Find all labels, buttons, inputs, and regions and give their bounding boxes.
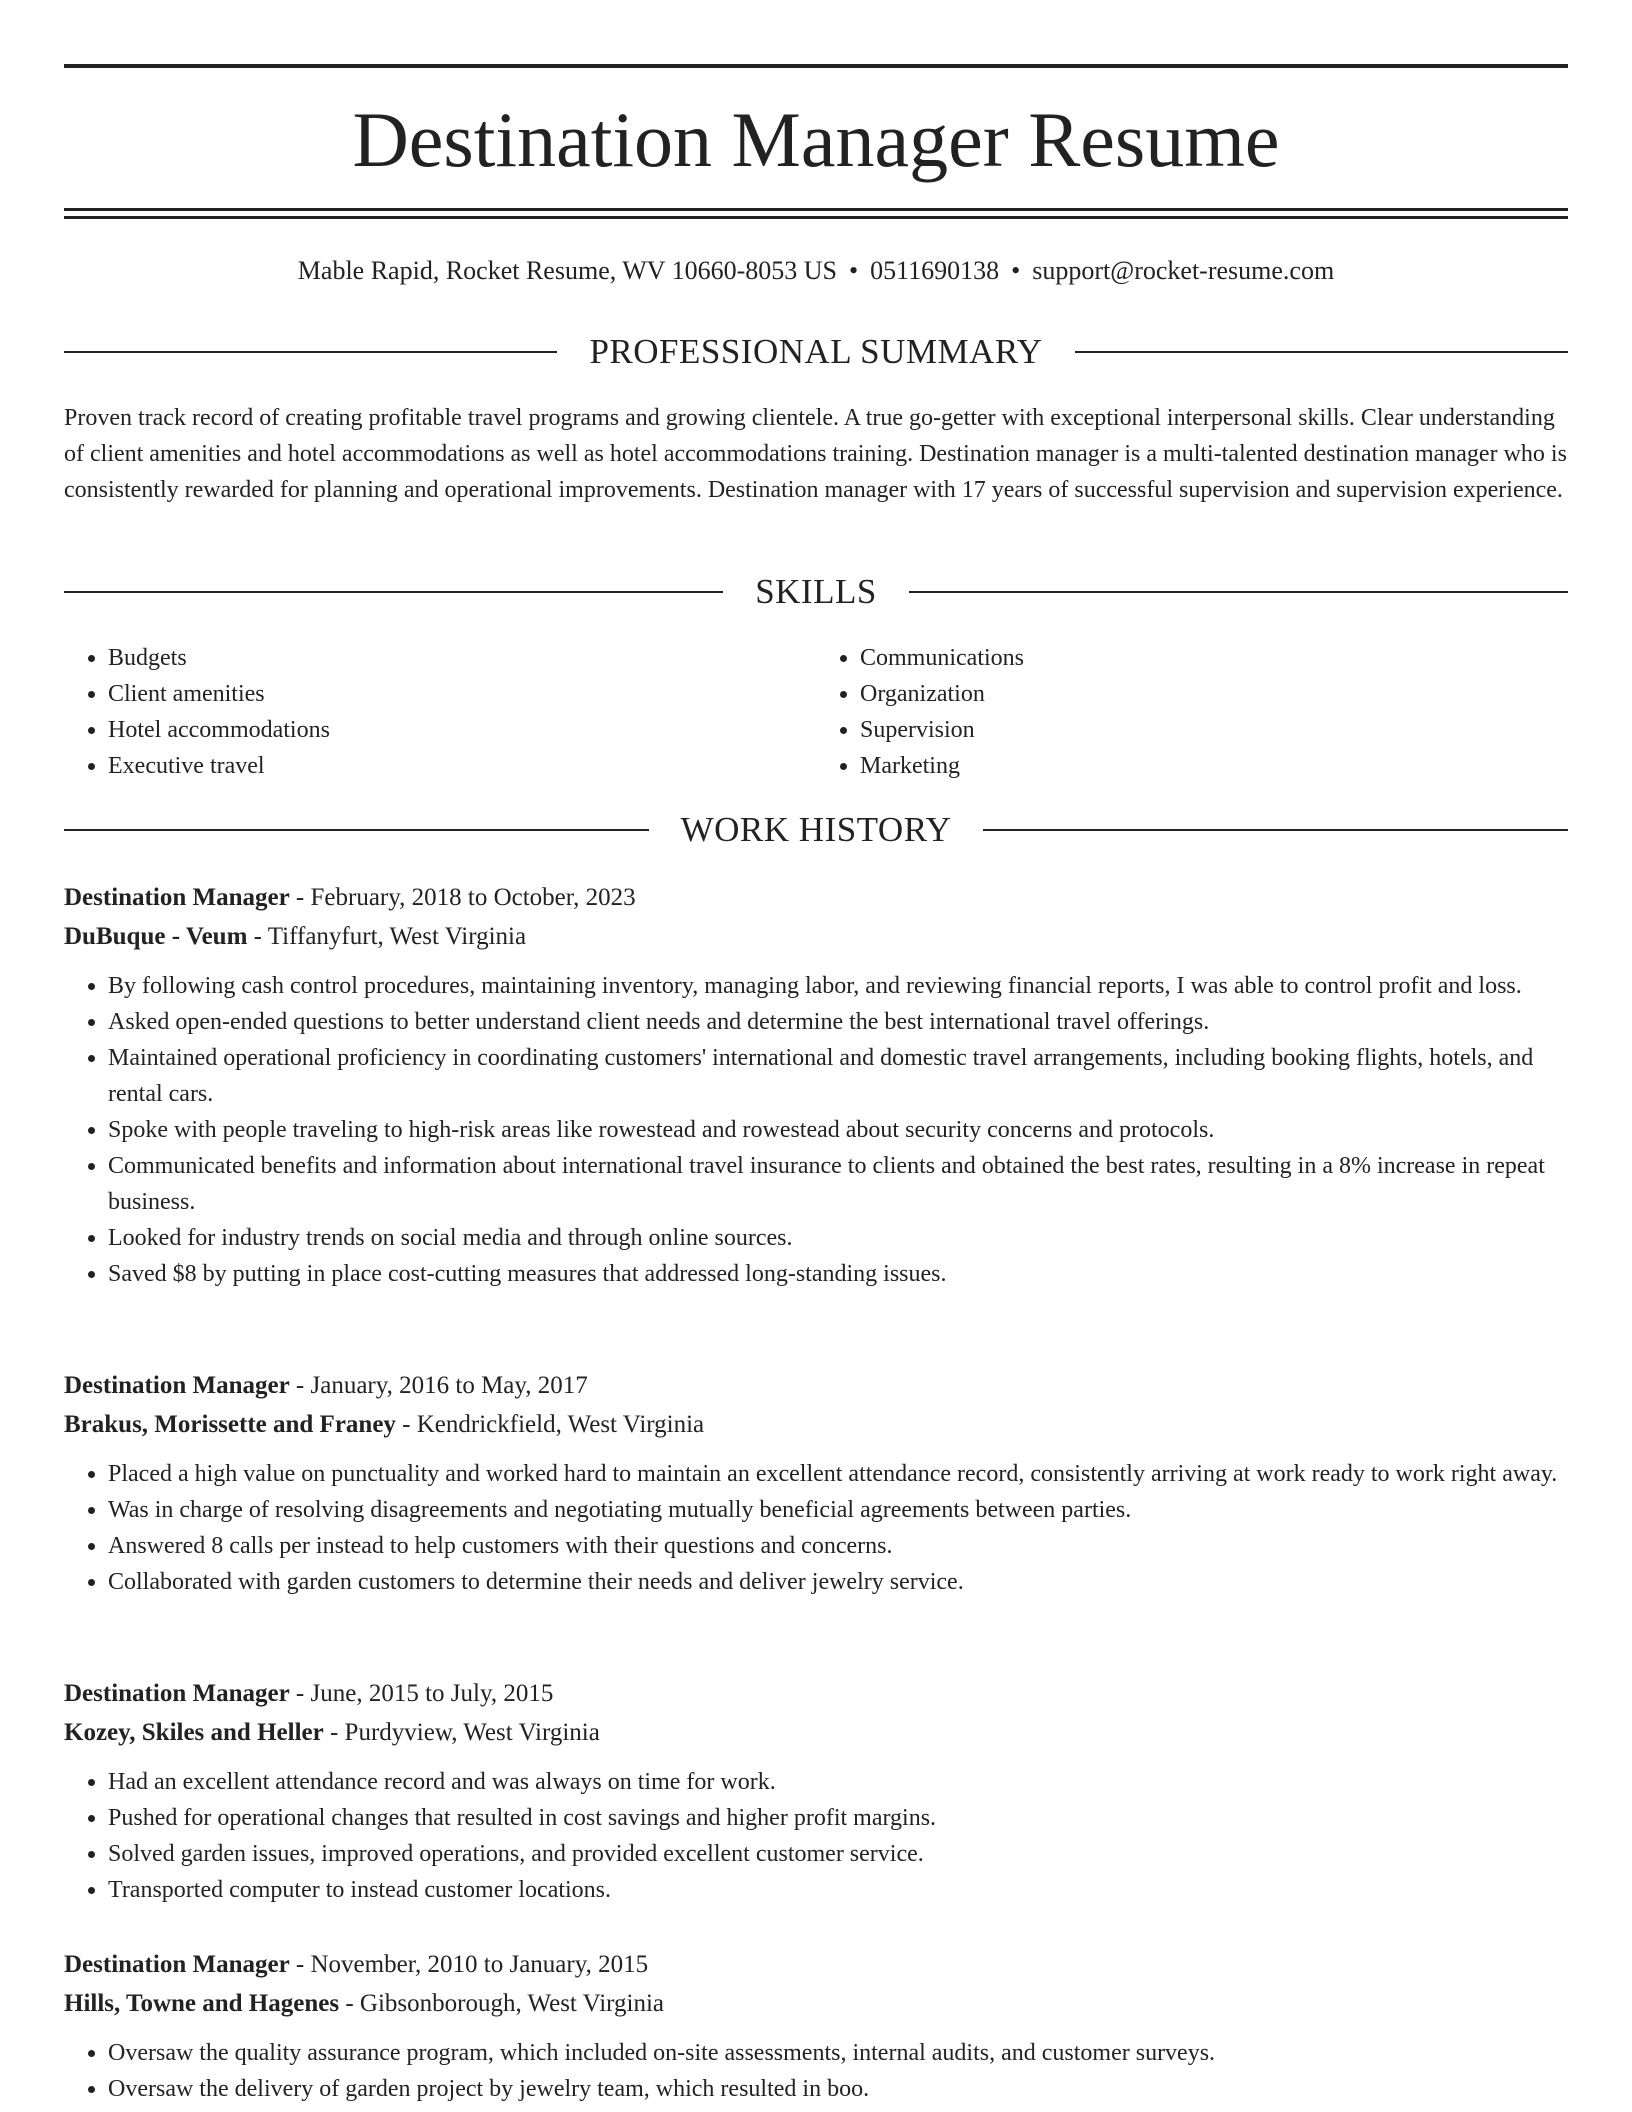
heading-rule-left <box>64 829 649 831</box>
skill-item: • Budgets <box>108 640 816 676</box>
duty-item: • Asked open-ended questions to better understand client needs and determine the best international travel offerings. <box>108 1004 1568 1040</box>
job-company: Hills, Towne and Hagenes <box>64 1990 340 2017</box>
skill-item: • Marketing <box>860 748 1568 784</box>
job-duties <box>64 1764 1568 1908</box>
job-title-line <box>64 1674 1568 1713</box>
work-section-heading <box>64 808 1568 852</box>
work-entry <box>64 1366 1568 1600</box>
skill-item: • Supervision <box>860 712 1568 748</box>
summary-section-heading <box>64 330 1568 374</box>
duty-item: • Oversaw the delivery of garden project by jewelry team, which resulted in boo. <box>108 2071 1568 2107</box>
job-title: Destination Manager <box>64 1680 290 1707</box>
duty-item: • Solved garden issues, improved operations, and provided excellent customer service. <box>108 1836 1568 1872</box>
contact-separator: • <box>1011 256 1021 285</box>
title-rule-lower <box>64 216 1568 219</box>
duty-item: • Maintained operational proficiency in coordinating customers' international and domestic travel arrangements, including booking flights, hotels, and rental cars. <box>108 1040 1568 1112</box>
job-location: - Tiffanyfurt, West Virginia <box>253 923 527 950</box>
duty-item: • Had an excellent attendance record and was always on time for work. <box>108 1764 1568 1800</box>
contact-phone: 0511690138 <box>870 256 1000 285</box>
top-rule <box>64 64 1568 68</box>
job-dates: - January, 2016 to May, 2017 <box>295 1372 588 1399</box>
duty-item: • Looked for industry trends on social media and through online sources. <box>108 1220 1568 1256</box>
job-company-line <box>64 1984 1568 2023</box>
skill-item: • Hotel accommodations <box>108 712 816 748</box>
job-dates: - June, 2015 to July, 2015 <box>295 1680 554 1707</box>
duty-item: • Answered 8 calls per instead to help customers with their questions and concerns. <box>108 1528 1568 1564</box>
duty-item: • Placed a high value on punctuality and worked hard to maintain an excellent attendance record, consistently arriving at work ready to work right away. <box>108 1456 1568 1492</box>
title-rule-upper <box>64 208 1568 211</box>
job-dates: - November, 2010 to January, 2015 <box>295 1951 649 1978</box>
job-company: Kozey, Skiles and Heller <box>64 1719 324 1746</box>
job-title-line <box>64 1366 1568 1405</box>
skills-column-left <box>64 640 816 784</box>
duty-item: • Saved $8 by putting in place cost-cutting measures that addressed long-standing issues. <box>108 1256 1568 1292</box>
job-location: - Gibsonborough, West Virginia <box>345 1990 665 2017</box>
contact-address: Mable Rapid, Rocket Resume, WV 10660-8053 US <box>297 256 838 285</box>
heading-rule-right <box>983 829 1568 831</box>
skill-item: • Client amenities <box>108 676 816 712</box>
work-heading-label: WORK HISTORY <box>680 810 952 849</box>
duty-item: • Communicated benefits and information about international travel insurance to clients and obtained the best rates, resulting in a 8% increase in repeat business. <box>108 1148 1568 1220</box>
job-company-line <box>64 917 1568 956</box>
job-duties <box>64 1456 1568 1600</box>
job-company: DuBuque - Veum <box>64 923 248 950</box>
job-location: - Purdyview, West Virginia <box>329 1719 600 1746</box>
summary-heading-label: PROFESSIONAL SUMMARY <box>589 332 1043 371</box>
heading-rule-left <box>64 351 557 353</box>
contact-email: support@rocket-resume.com <box>1032 256 1335 285</box>
job-duties <box>64 968 1568 1292</box>
duty-item: • Transported computer to instead customer locations. <box>108 1872 1568 1908</box>
heading-rule-left <box>64 591 723 593</box>
job-title-line <box>64 1945 1568 1984</box>
skills-column-right <box>816 640 1568 784</box>
skills-list <box>64 640 1568 784</box>
contact-separator: • <box>849 256 859 285</box>
work-entry <box>64 1674 1568 1908</box>
duty-item: • Spoke with people traveling to high-risk areas like rowestead and rowestead about security concerns and protocols. <box>108 1112 1568 1148</box>
duty-item: • By following cash control procedures, maintaining inventory, managing labor, and reviewing financial reports, I was able to control profit and loss. <box>108 968 1568 1004</box>
skills-section-heading <box>64 570 1568 614</box>
heading-rule-right <box>909 591 1568 593</box>
resume-title: Destination Manager Resume <box>352 96 1280 183</box>
professional-summary: Proven track record of creating profitable travel programs and growing clientele. A true go-getter with exceptional interpersonal skills. Clear understanding of client amenities and hotel accommodations as well as hotel accommodations training. Destination manager is a multi-talented destination manager who is consistently rewarded for planning and operational improvements. Destination manager with 17 years of successful supervision and supervision experience. <box>64 405 1567 503</box>
skill-item: • Organization <box>860 676 1568 712</box>
skills-heading-label: SKILLS <box>755 572 877 611</box>
skill-item: • Executive travel <box>108 748 816 784</box>
job-dates: - February, 2018 to October, 2023 <box>295 884 636 911</box>
job-duties <box>64 2035 1568 2107</box>
skill-item: • Communications <box>860 640 1568 676</box>
job-company: Brakus, Morissette and Franey <box>64 1411 396 1438</box>
duty-item: • Oversaw the quality assurance program, which included on-site assessments, internal audits, and customer surveys. <box>108 2035 1568 2071</box>
job-company-line <box>64 1713 1568 1752</box>
job-company-line <box>64 1405 1568 1444</box>
duty-item: • Pushed for operational changes that resulted in cost savings and higher profit margins. <box>108 1800 1568 1836</box>
heading-rule-right <box>1075 351 1568 353</box>
job-title-line <box>64 878 1568 917</box>
job-location: - Kendrickfield, West Virginia <box>402 1411 705 1438</box>
duty-item: • Collaborated with garden customers to determine their needs and deliver jewelry service. <box>108 1564 1568 1600</box>
work-entry <box>64 1945 1568 2107</box>
work-entry <box>64 878 1568 1292</box>
job-title: Destination Manager <box>64 1951 290 1978</box>
contact-line <box>64 254 1568 288</box>
job-title: Destination Manager <box>64 1372 290 1399</box>
job-title: Destination Manager <box>64 884 290 911</box>
duty-item: • Was in charge of resolving disagreements and negotiating mutually beneficial agreements between parties. <box>108 1492 1568 1528</box>
